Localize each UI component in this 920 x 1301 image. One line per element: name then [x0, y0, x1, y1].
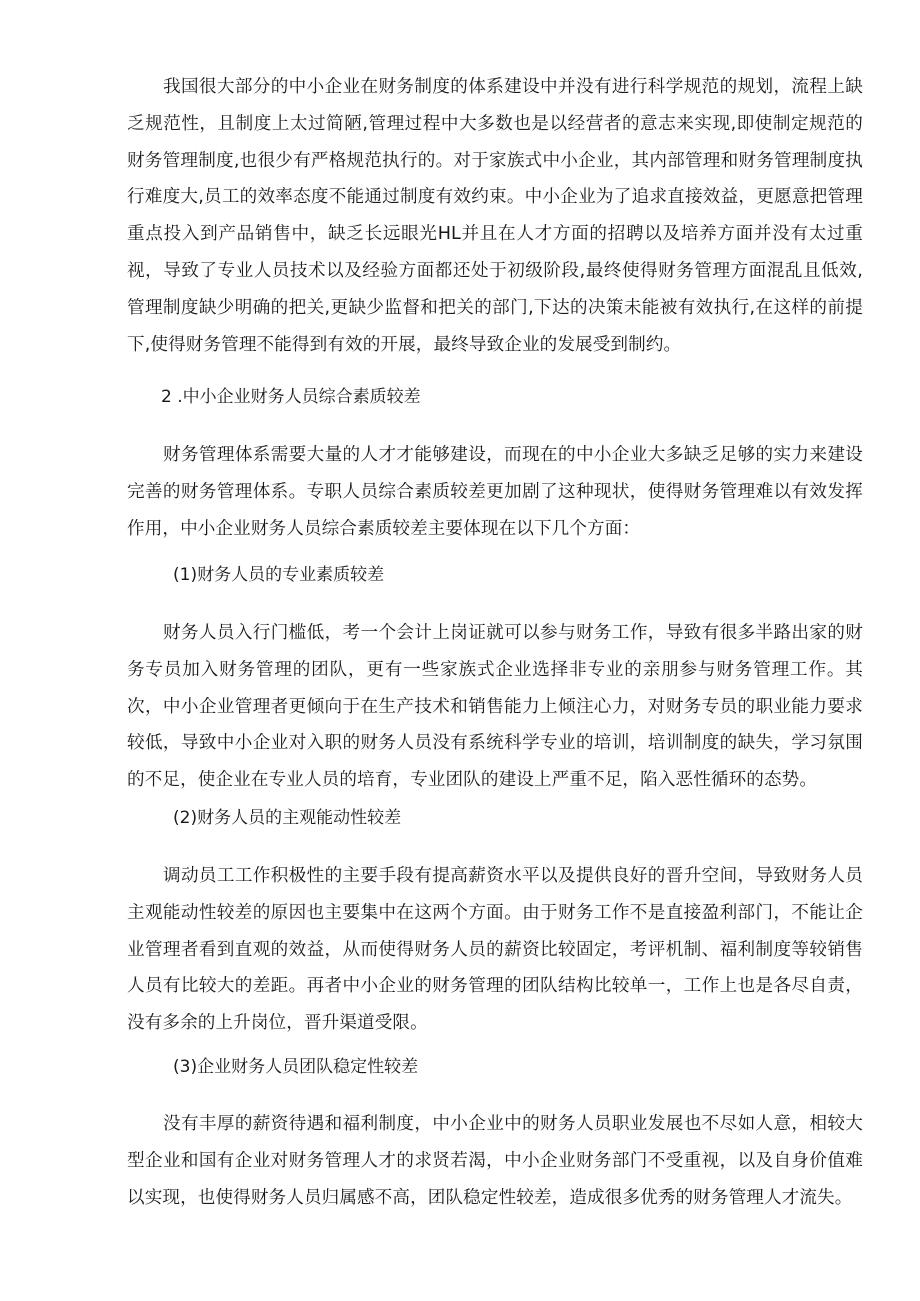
paragraph-talent-shortage: 财务管理体系需要大量的人才才能够建设，而现在的中小企业大多缺乏足够的实力来建设完善的财务管理体系。专职人员综合素质较差更加剧了这种现状，使得财务管理难以有效发挥作用，中小企业财务人员综合素质较差主要体现在以下几个方面：	[127, 445, 863, 539]
section-heading-2: 2 .中小企业财务人员综合素质较差	[161, 387, 421, 407]
paragraph-motivation: 调动员工工作积极性的主要手段有提高薪资水平以及提供良好的晋升空间，导致财务人员主观能动性较差的原因也主要集中在这两个方面。由于财务工作不是直接盈利部门，不能让企业管理者看到直观的效益，从而使得财务人员的薪资比较固定，考评机制、福利制度等较销售人员有比较大的差距。再者中小企业的财务管理的团队结构比较单一，工作上也是各尽自责，没有多余的上升岗位，晋升渠道受限。	[127, 866, 863, 1034]
paragraph-financial-system: 我国很大部分的中小企业在财务制度的体系建设中并没有进行科学规范的规划，流程上缺乏规范性，且制度上太过简陋,管理过程中大多数也是以经营者的意志来实现,即使制定规范的财务管理制度,也很少有严格规范执行的。对于家族式中小企业，其内部管理和财务管理制度执行难度大,员工的效率态度不能通过制度有效约束。中小企业为了追求直接效益，更愿意把管理重点投入到产品销售中，缺乏长远眼光HL并且在人才方面的招聘以及培养方面并没有太过重视，导致了专业人员技术以及经验方面都还处于初级阶段,最终使得财务管理方面混乱且低效,管理制度缺少明确的把关,更缺少监督和把关的部门,下达的决策未能被有效执行,在这样的前提下,使得财务管理不能得到有效的开展，最终导致企业的发展受到制约。	[127, 77, 863, 355]
paragraph-talent-loss: 没有丰厚的薪资待遇和福利制度，中小企业中的财务人员职业发展也不尽如人意，相较大型企业和国有企业对财务管理人才的求贤若渴，中小企业财务部门不受重视，以及自身价值难以实现，也使得财务人员归属感不高，团队稳定性较差，造成很多优秀的财务管理人才流失。	[127, 1114, 863, 1208]
subheading-initiative: (2)财务人员的主观能动性较差	[173, 808, 402, 828]
paragraph-entry-threshold: 财务人员入行门槛低，考一个会计上岗证就可以参与财务工作，导致有很多半路出家的财务专员加入财务管理的团队，更有一些家族式企业选择非专业的亲朋参与财务管理工作。其次，中小企业管理者更倾向于在生产技术和销售能力上倾注心力，对财务专员的职业能力要求较低，导致中小企业对入职的财务人员没有系统科学专业的培训，培训制度的缺失，学习氛围的不足，使企业在专业人员的培育，专业团队的建设上严重不足，陷入恶性循环的态势。	[127, 623, 863, 791]
subheading-team-stability: (3)企业财务人员团队稳定性较差	[173, 1057, 419, 1077]
subheading-professional-quality: (1)财务人员的专业素质较差	[173, 565, 385, 585]
